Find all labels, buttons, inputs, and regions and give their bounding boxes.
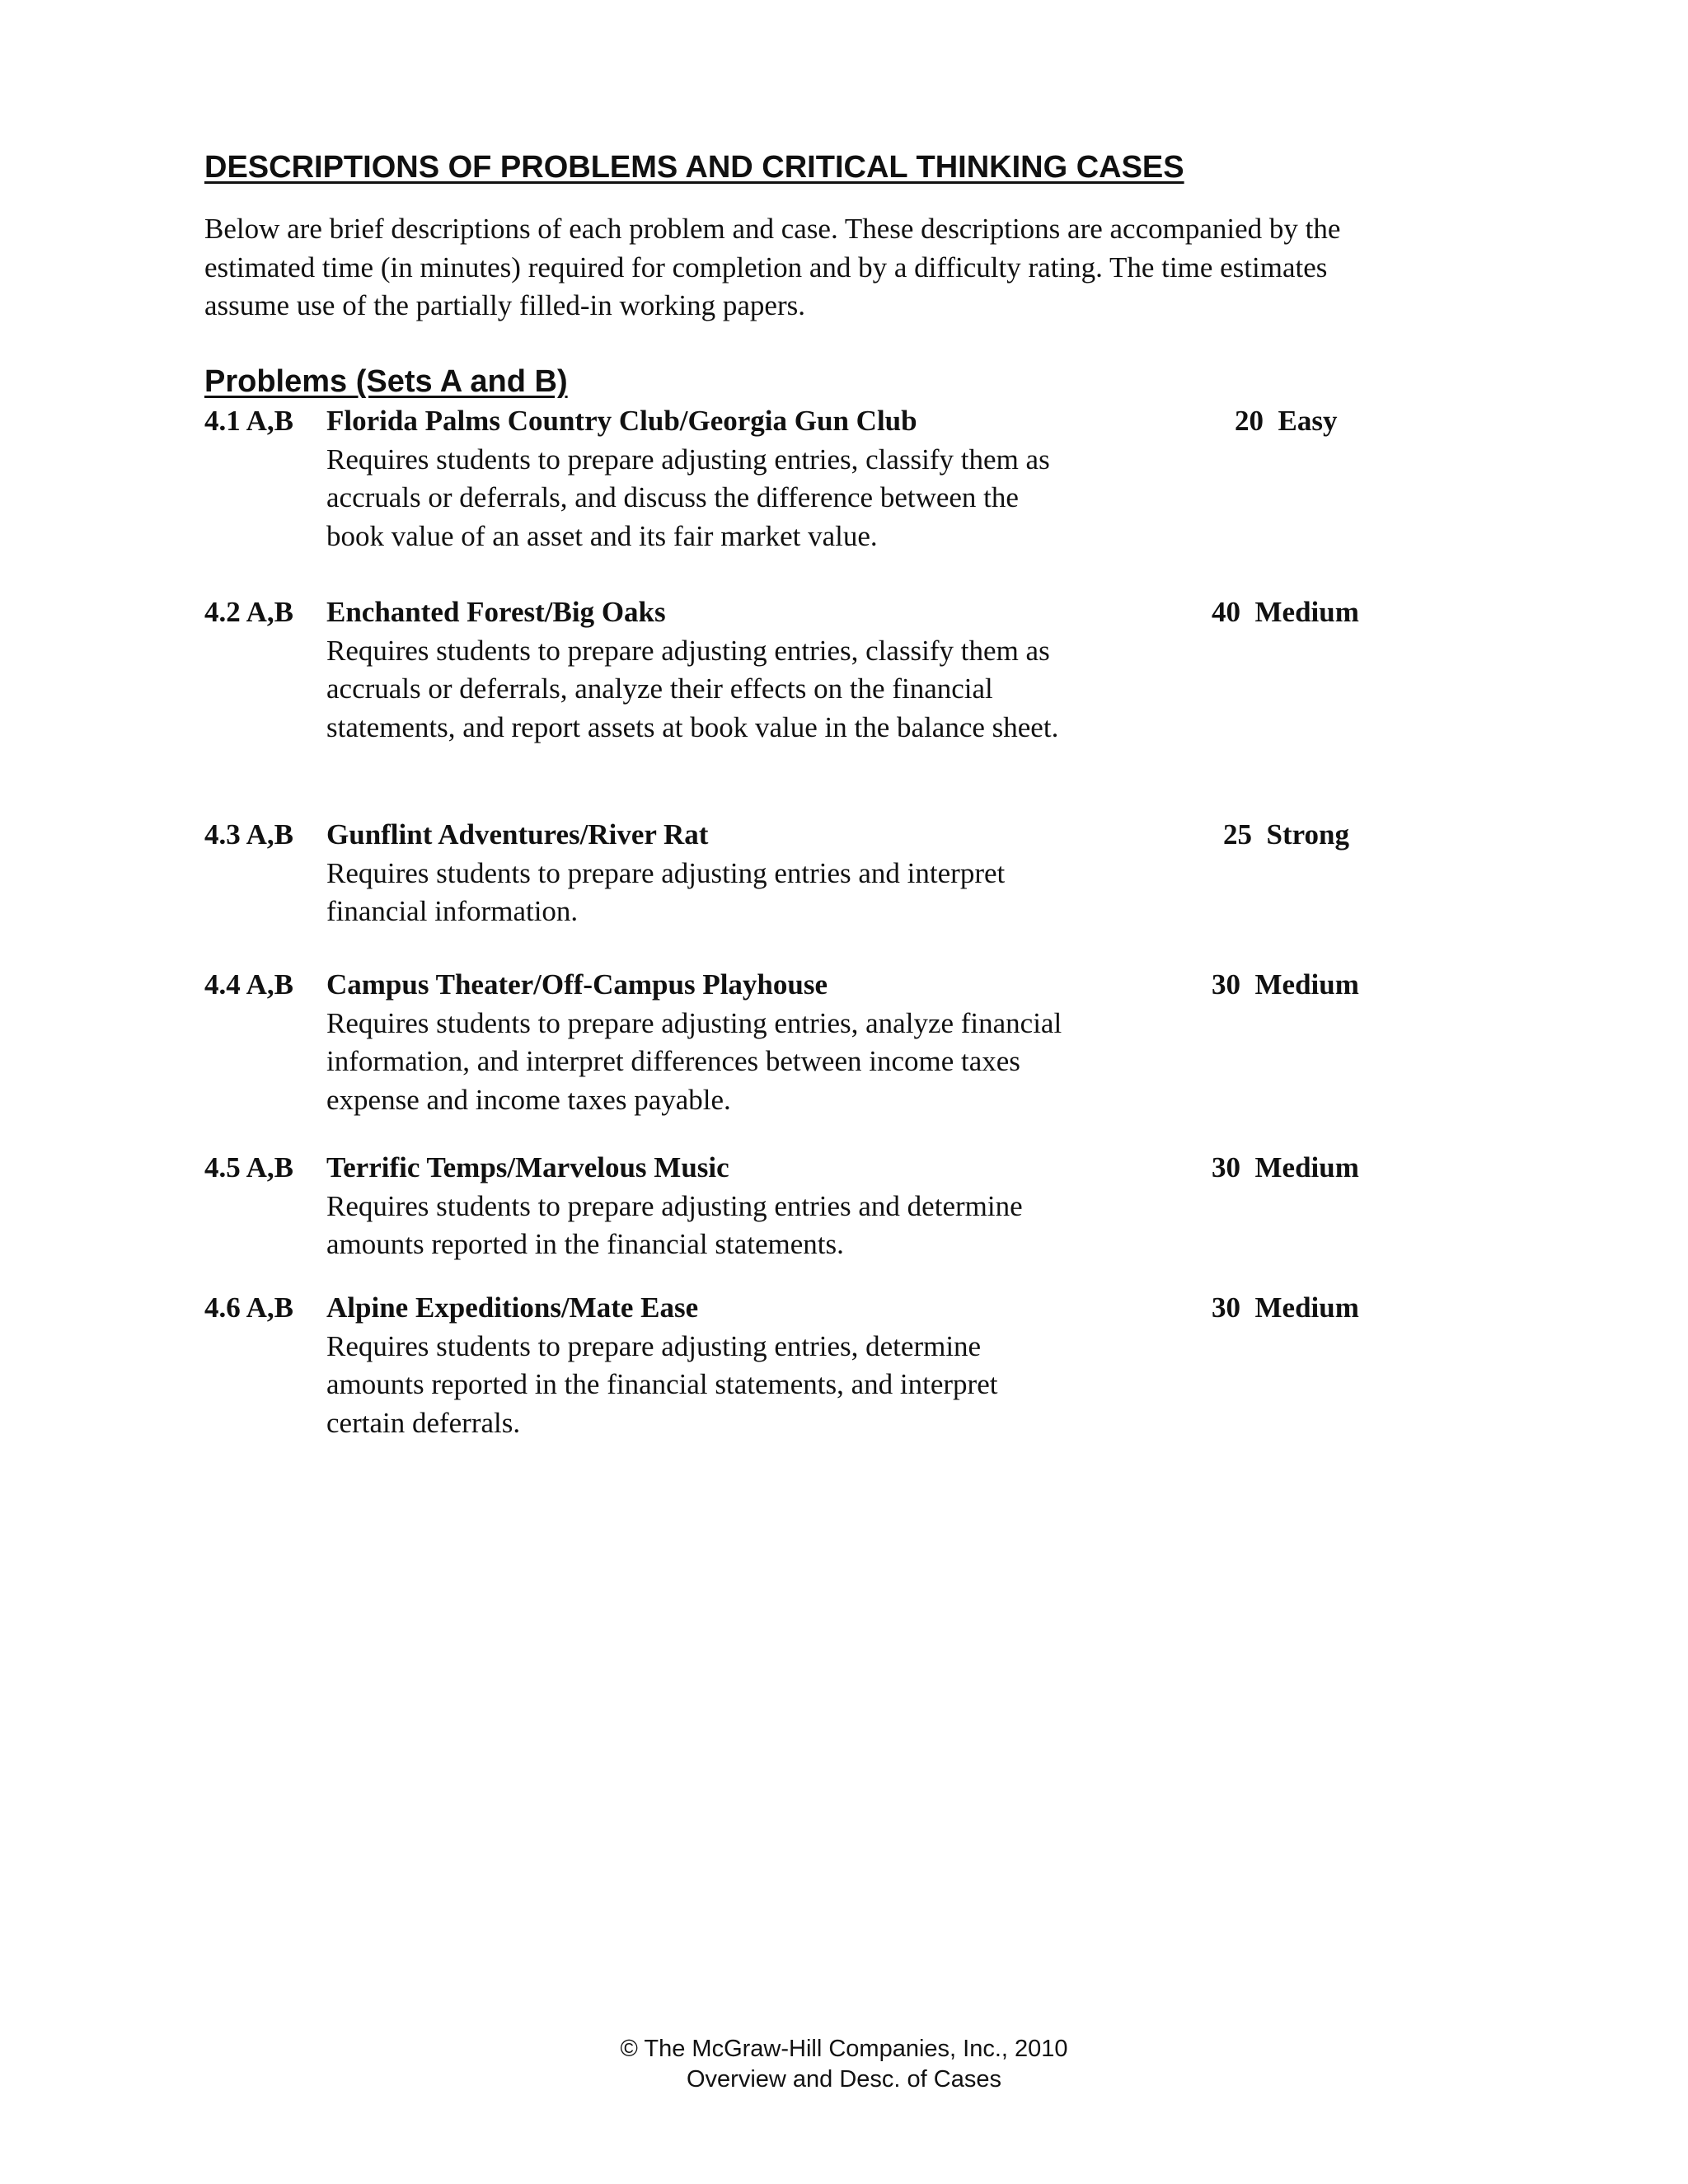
problem-number: 4.2 A,B [204, 596, 293, 628]
problem-item-4-4 [204, 966, 1424, 1114]
problem-description [326, 855, 1151, 931]
intro-line: estimated time (in minutes) required for completion and by a difficulty rating. The time estimates [204, 251, 1328, 284]
problem-item-4-1 [204, 402, 1424, 551]
description-line: statements, and report assets at book value in the balance sheet. [326, 710, 1059, 743]
problem-number: 4.3 A,B [204, 818, 293, 851]
problem-description [326, 1005, 1151, 1120]
description-line: accruals or deferrals, and discuss the difference between the [326, 481, 1019, 513]
problem-description [326, 1188, 1151, 1264]
description-line: book value of an asset and its fair market value. [326, 519, 878, 552]
footer-section-name: Overview and Desc. of Cases [687, 2066, 1001, 2093]
description-line: Requires students to prepare adjusting entries, analyze financial [326, 1006, 1062, 1039]
description-line: accruals or deferrals, analyze their effects on the financial [326, 673, 993, 705]
problem-number: 4.4 A,B [204, 968, 293, 1001]
description-line: certain deferrals. [326, 1406, 521, 1439]
description-line: expense and income taxes payable. [326, 1083, 731, 1116]
problem-rating: 40 Medium [1212, 596, 1359, 628]
problem-title: Florida Palms Country Club/Georgia Gun Club [326, 405, 917, 437]
problem-rating: 30 Medium [1212, 1151, 1359, 1183]
intro-line: Below are brief descriptions of each problem and case. These descriptions are accompanied by the [204, 213, 1341, 245]
section-heading: Problems (Sets A and B) [204, 364, 568, 399]
description-line: Requires students to prepare adjusting entries and interpret [326, 856, 1006, 889]
problem-title: Gunflint Adventures/River Rat [326, 818, 709, 851]
footer-copyright: © The McGraw-Hill Companies, Inc., 2010 [620, 2036, 1068, 2062]
problem-rating: 25 Strong [1223, 818, 1349, 851]
page-footer [0, 2034, 1688, 2095]
description-line: information, and interpret differences between income taxes [326, 1045, 1020, 1077]
problem-description [326, 632, 1151, 748]
problem-title: Enchanted Forest/Big Oaks [326, 596, 666, 628]
description-line: amounts reported in the financial statements. [326, 1228, 844, 1260]
page-title: DESCRIPTIONS OF PROBLEMS AND CRITICAL THINKING CASES [204, 150, 1184, 185]
problem-description [326, 1328, 1151, 1443]
description-line: financial information. [326, 895, 579, 927]
problem-item-4-3 [204, 816, 1424, 964]
description-line: Requires students to prepare adjusting entries, determine [326, 1329, 982, 1362]
problem-item-4-5 [204, 1149, 1424, 1297]
description-line: amounts reported in the financial statements, and interpret [326, 1368, 998, 1400]
problem-number: 4.5 A,B [204, 1151, 293, 1183]
problem-description [326, 441, 1151, 556]
description-line: Requires students to prepare adjusting entries, classify them as [326, 443, 1050, 476]
problem-number: 4.1 A,B [204, 405, 293, 437]
intro-paragraph [204, 210, 1490, 326]
problem-title: Alpine Expeditions/Mate Ease [326, 1291, 699, 1324]
problem-rating: 30 Medium [1212, 968, 1359, 1001]
problem-rating: 20 Easy [1235, 405, 1338, 437]
description-line: Requires students to prepare adjusting entries and determine [326, 1189, 1023, 1222]
problem-number: 4.6 A,B [204, 1291, 293, 1324]
description-line: Requires students to prepare adjusting entries, classify them as [326, 634, 1050, 667]
intro-line: assume use of the partially filled-in working papers. [204, 289, 805, 321]
problem-title: Terrific Temps/Marvelous Music [326, 1151, 729, 1183]
problem-rating: 30 Medium [1212, 1291, 1359, 1324]
problem-item-4-6 [204, 1289, 1424, 1437]
problem-item-4-2 [204, 593, 1424, 742]
problem-title: Campus Theater/Off-Campus Playhouse [326, 968, 828, 1001]
